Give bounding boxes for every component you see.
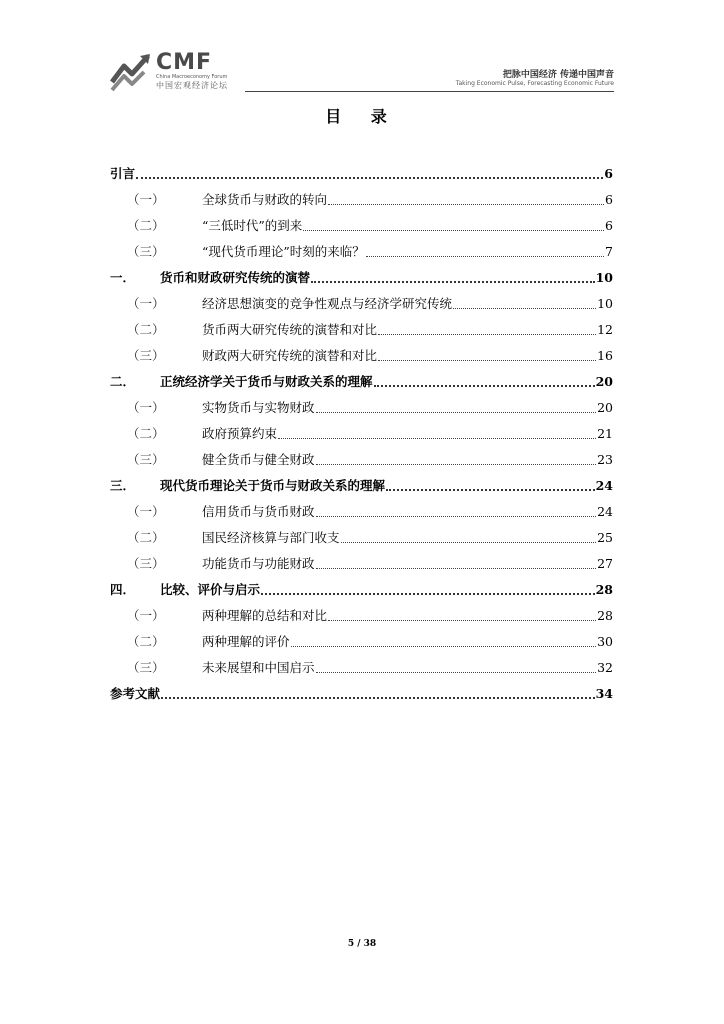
toc-entry-label: 实物货币与实物财政 [202, 400, 315, 415]
toc-entry-number: （三） [127, 244, 165, 259]
toc-dot-leader [378, 334, 596, 335]
toc-section-entry[interactable] [110, 472, 613, 498]
toc-dot-leader [316, 672, 597, 673]
toc-dot-leader [378, 360, 596, 361]
toc-entry-page-number: 34 [595, 685, 613, 701]
toc-entry-page-number: 27 [597, 555, 613, 571]
toc-entry-number: （一） [127, 192, 165, 207]
toc-entry-label: “现代货币理论”时刻的来临？ [202, 244, 365, 259]
toc-entry-label: 货币和财政研究传统的演替 [160, 270, 311, 285]
toc-dot-leader [291, 646, 597, 647]
toc-entry-label: 参考文献 [110, 686, 161, 701]
toc-section-entry[interactable] [110, 576, 613, 602]
toc-entry-label: 现代货币理论关于货币与财政关系的理解 [160, 478, 386, 493]
toc-title: 目 录 [325, 107, 399, 126]
toc-entry-page-number: 24 [597, 503, 613, 519]
cmf-logo [110, 52, 260, 92]
toc-subsection-entry[interactable] [110, 446, 613, 472]
toc-subsection-entry[interactable] [110, 524, 613, 550]
toc-entry-label: 国民经济核算与部门收支 [202, 530, 340, 545]
toc-entry-page-number: 6 [605, 191, 613, 207]
toc-entry-number: （二） [127, 218, 165, 233]
toc-entry-label: 两种理解的评价 [202, 634, 290, 649]
toc-dot-leader [386, 489, 595, 491]
toc-entry-label: 政府预算约束 [202, 426, 278, 441]
toc-entry-page-number: 10 [595, 269, 613, 285]
toc-entry-number: 三． [110, 478, 136, 493]
toc-dot-leader [341, 542, 597, 543]
toc-entry-page-number: 21 [597, 425, 613, 441]
page-indicator: 5 / 38 [347, 939, 377, 949]
toc-section-entry[interactable] [110, 160, 613, 186]
toc-entry-number: （一） [127, 400, 165, 415]
toc-entry-label: “三低时代”的到来 [202, 218, 303, 233]
toc-subsection-entry[interactable] [110, 602, 613, 628]
toc-subsection-entry[interactable] [110, 186, 613, 212]
header-slogan-cn: 把脉中国经济 传递中国声音 [502, 70, 614, 80]
toc-entry-label: 正统经济学关于货币与财政关系的理解 [160, 374, 373, 389]
toc-dot-leader [316, 464, 597, 465]
toc-subsection-entry[interactable] [110, 550, 613, 576]
toc-entry-page-number: 6 [605, 217, 613, 233]
toc-dot-leader [278, 438, 596, 439]
toc-subsection-entry[interactable] [110, 238, 613, 264]
toc-entry-page-number: 20 [597, 399, 613, 415]
toc-entry-label: 两种理解的总结和对比 [202, 608, 328, 623]
toc-entry-number: 一． [110, 270, 136, 285]
toc-entry-label: 未来展望和中国启示 [202, 660, 315, 675]
toc-entry-page-number: 28 [595, 581, 613, 597]
toc-subsection-entry[interactable] [110, 316, 613, 342]
toc-subsection-entry[interactable] [110, 498, 613, 524]
toc-entry-number: （一） [127, 608, 165, 623]
toc-entry-page-number: 32 [597, 659, 613, 675]
toc-entry-page-number: 20 [595, 373, 613, 389]
toc-section-entry[interactable] [110, 264, 613, 290]
toc-entry-label: 引言 [110, 166, 136, 181]
toc-section-entry[interactable] [110, 680, 613, 706]
toc-entry-number: 四． [110, 582, 136, 597]
toc-entry-page-number: 28 [597, 607, 613, 623]
logo-wordmark: CMF [156, 50, 213, 75]
toc-entry-number: （三） [127, 348, 165, 363]
toc-dot-leader [303, 230, 604, 231]
toc-entry-page-number: 16 [597, 347, 613, 363]
toc-entry-number: （二） [127, 322, 165, 337]
toc-dot-leader [316, 568, 597, 569]
toc-entry-number: （二） [127, 530, 165, 545]
toc-subsection-entry[interactable] [110, 342, 613, 368]
toc-dot-leader [316, 412, 597, 413]
header-divider [245, 91, 614, 92]
toc-section-entry[interactable] [110, 368, 613, 394]
logo-chinese-name: 中国宏观经济论坛 [156, 81, 228, 90]
toc-entry-page-number: 23 [597, 451, 613, 467]
toc-dot-leader [328, 620, 596, 621]
toc-subsection-entry[interactable] [110, 420, 613, 446]
toc-entry-page-number: 30 [597, 633, 613, 649]
toc-entry-page-number: 12 [597, 321, 613, 337]
toc-entry-number: （二） [127, 634, 165, 649]
toc-entry-label: 财政两大研究传统的演替和对比 [202, 348, 378, 363]
table-of-contents [110, 160, 613, 706]
toc-dot-leader [136, 177, 603, 179]
toc-subsection-entry[interactable] [110, 394, 613, 420]
toc-dot-leader [316, 516, 597, 517]
cmf-logo-icon [110, 52, 152, 92]
toc-dot-leader [311, 281, 595, 283]
toc-entry-number: （三） [127, 660, 165, 675]
toc-entry-page-number: 25 [597, 529, 613, 545]
toc-dot-leader [453, 308, 596, 309]
toc-entry-page-number: 10 [597, 295, 613, 311]
toc-entry-number: 二． [110, 374, 136, 389]
toc-entry-number: （三） [127, 556, 165, 571]
toc-subsection-entry[interactable] [110, 628, 613, 654]
toc-entry-number: （一） [127, 296, 165, 311]
toc-entry-number: （一） [127, 504, 165, 519]
toc-entry-label: 全球货币与财政的转向 [202, 192, 328, 207]
toc-entry-label: 经济思想演变的竞争性观点与经济学研究传统 [202, 296, 453, 311]
toc-entry-label: 比较、评价与启示 [160, 582, 261, 597]
toc-entry-number: （三） [127, 452, 165, 467]
toc-dot-leader [366, 256, 604, 257]
toc-subsection-entry[interactable] [110, 212, 613, 238]
toc-subsection-entry[interactable] [110, 654, 613, 680]
toc-entry-page-number: 6 [604, 165, 613, 181]
toc-subsection-entry[interactable] [110, 290, 613, 316]
toc-entry-label: 信用货币与货币财政 [202, 504, 315, 519]
toc-entry-number: （二） [127, 426, 165, 441]
toc-dot-leader [261, 593, 595, 595]
logo-english-name: China Macroeconomy Forum [156, 74, 228, 80]
toc-dot-leader [374, 385, 595, 387]
toc-dot-leader [328, 204, 604, 205]
header-slogan-en: Taking Economic Pulse, Forecasting Economic Future [455, 80, 614, 87]
toc-entry-label: 功能货币与功能财政 [202, 556, 315, 571]
toc-entry-page-number: 24 [595, 477, 613, 493]
toc-entry-label: 货币两大研究传统的演替和对比 [202, 322, 378, 337]
toc-entry-label: 健全货币与健全财政 [202, 452, 315, 467]
toc-dot-leader [161, 697, 595, 699]
toc-entry-page-number: 7 [605, 243, 613, 259]
